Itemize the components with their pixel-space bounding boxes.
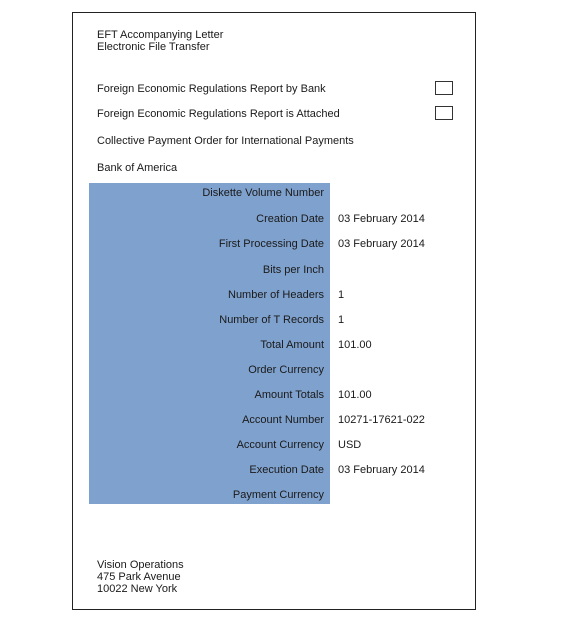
- field-row: [89, 414, 459, 426]
- document-page: [72, 12, 476, 610]
- field-label: Number of T Records: [219, 314, 324, 326]
- field-row: [89, 289, 459, 301]
- field-label: Bits per Inch: [262, 264, 324, 276]
- sender-street: 475 Park Avenue: [97, 571, 181, 583]
- report-by-bank-label: Foreign Economic Regulations Report by Bank: [97, 83, 326, 95]
- field-row: [89, 364, 459, 376]
- field-value: 03 February 2014: [338, 238, 425, 250]
- report-attached-checkbox[interactable]: [435, 106, 453, 120]
- document-header: [97, 29, 223, 53]
- field-row: [89, 439, 459, 451]
- field-row: [89, 238, 459, 250]
- field-label: First Processing Date: [218, 238, 324, 250]
- field-value: 1: [338, 289, 345, 301]
- field-label: Creation Date: [256, 213, 324, 225]
- field-label: Payment Currency: [232, 489, 324, 501]
- field-value: 101.00: [338, 339, 372, 351]
- field-value: 10271-17621-022: [338, 414, 425, 426]
- field-value: 03 February 2014: [338, 464, 425, 476]
- bank-name: Bank of America: [97, 162, 178, 174]
- field-row: [89, 389, 459, 401]
- collective-order-label: Collective Payment Order for International Payments: [97, 135, 354, 147]
- sender-city: 10022 New York: [97, 583, 178, 595]
- field-row: [89, 213, 459, 225]
- field-row: [89, 464, 459, 476]
- field-label: Diskette Volume Number: [202, 187, 324, 199]
- report-attached-label: Foreign Economic Regulations Report is Attached: [97, 108, 340, 120]
- field-label: Execution Date: [249, 464, 324, 476]
- report-by-bank-checkbox[interactable]: [435, 81, 453, 95]
- sender-name: Vision Operations: [97, 559, 184, 571]
- field-value: 03 February 2014: [338, 213, 425, 225]
- field-label: Total Amount: [260, 339, 324, 351]
- field-label: Account Number: [242, 414, 324, 426]
- field-row: [89, 264, 459, 276]
- field-row: [89, 339, 459, 351]
- field-value: 1: [338, 314, 345, 326]
- field-row: [89, 314, 459, 326]
- field-row: [89, 489, 459, 501]
- field-value: USD: [338, 439, 362, 451]
- field-label: Order Currency: [248, 364, 324, 376]
- letter-title: EFT Accompanying Letter: [97, 29, 224, 41]
- field-row: [89, 187, 459, 199]
- field-label: Account Currency: [236, 439, 324, 451]
- letter-subtitle: Electronic File Transfer: [97, 41, 210, 53]
- field-label: Number of Headers: [228, 289, 324, 301]
- field-value: 101.00: [338, 389, 372, 401]
- sender-address: [97, 559, 184, 595]
- field-label: Amount Totals: [254, 389, 324, 401]
